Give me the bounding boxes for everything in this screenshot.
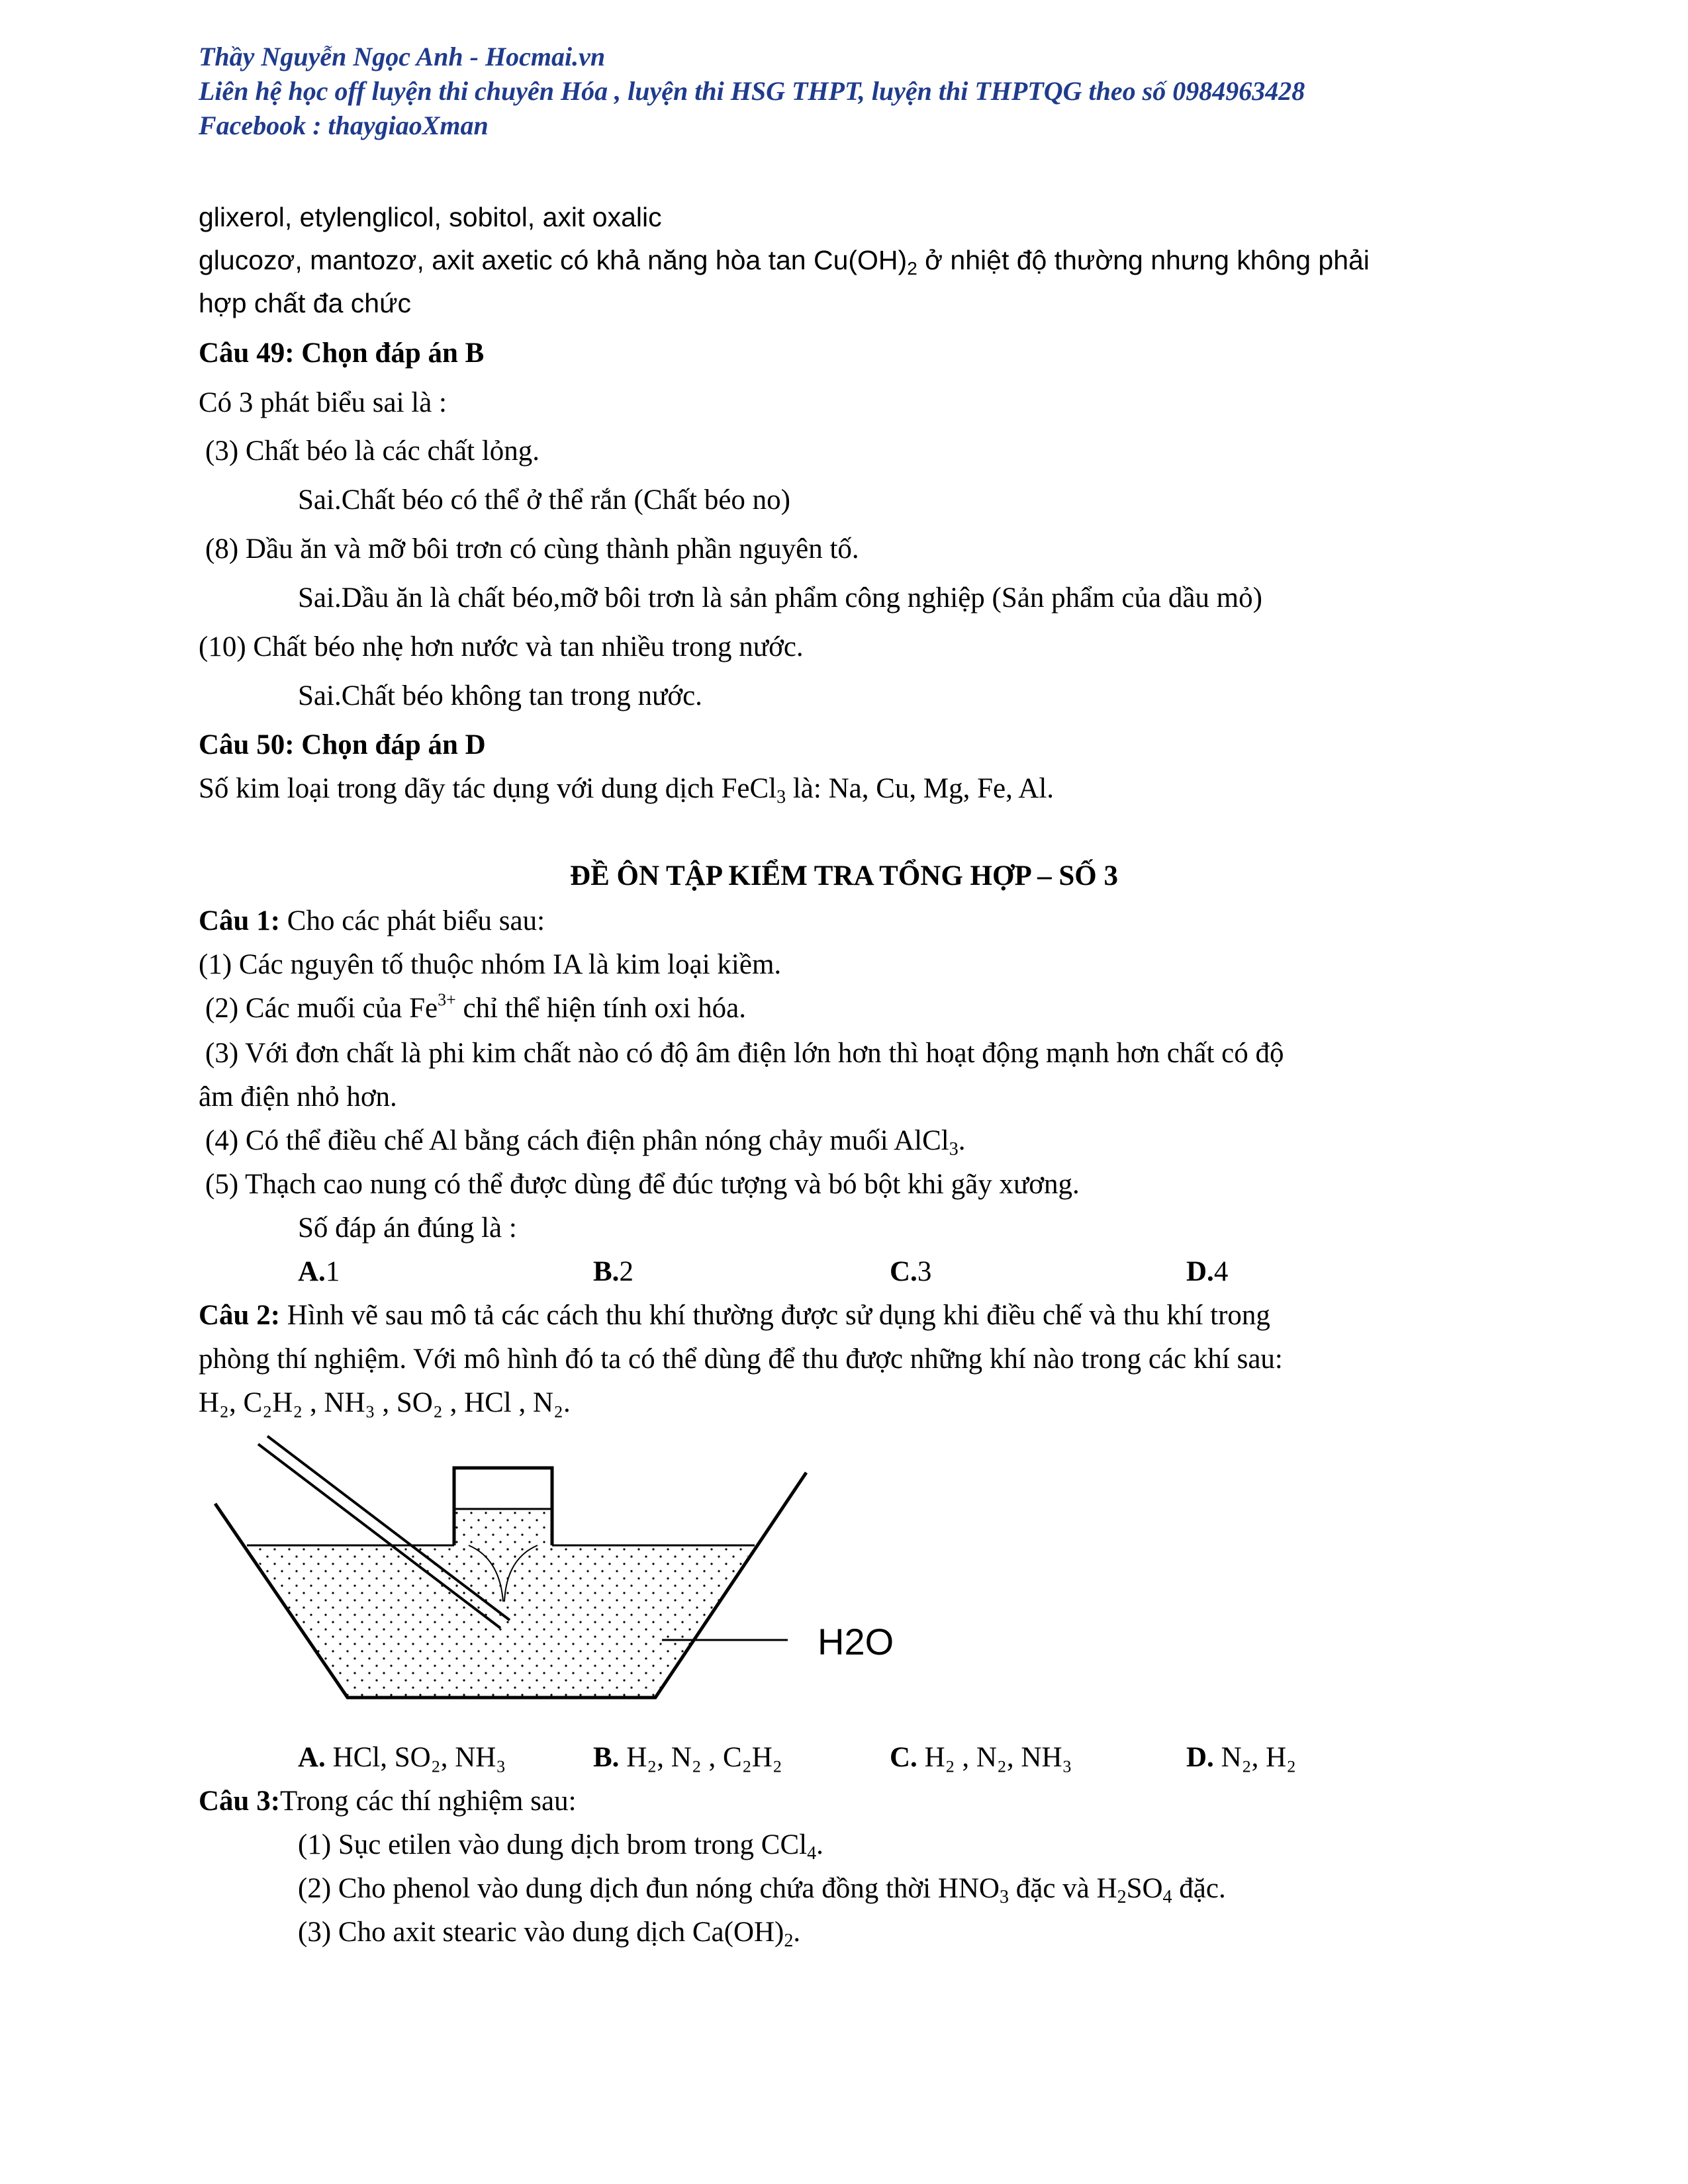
q49-intro: Có 3 phát biểu sai là : bbox=[199, 387, 447, 418]
prev-line-1: glixerol, etylenglicol, sobitol, axit oxalic bbox=[199, 202, 662, 232]
header-facebook: Facebook : thaygiaoXman bbox=[199, 111, 489, 140]
c1-stem: Câu 1: Cho các phát biểu sau: bbox=[199, 905, 545, 936]
c3-experiment-2: (2) Cho phenol vào dung dịch đun nóng chứa đồng thời $HNO_3$ đặc và $H_2SO_4$ đặc. bbox=[298, 1873, 1226, 1907]
exam-title: ĐỀ ÔN TẬP KIỂM TRA TỔNG HỢP – SỐ 3 bbox=[570, 860, 1118, 891]
c1-statement-4: (4) Có thể điều chế Al bằng cách điện phân nóng chảy muối AlCl$_3$. bbox=[205, 1125, 966, 1160]
gas-collection-diagram bbox=[199, 1430, 927, 1734]
c3-stem: Câu 3:Trong các thí nghiệm sau: bbox=[199, 1786, 577, 1817]
prev-line-3: hợp chất đa chức bbox=[199, 288, 412, 318]
c1-statement-1: (1) Các nguyên tố thuộc nhóm IA là kim loại kiềm. bbox=[199, 949, 782, 980]
c2-option-c[interactable]: C. H₂ , N₂, NH₃ bbox=[890, 1742, 1072, 1773]
c3-experiment-1: (1) Sục etilen vào dung dịch brom trong CCl$_4$. bbox=[298, 1829, 823, 1864]
c1-option-a[interactable]: A.1 bbox=[298, 1256, 340, 1287]
c2-option-d[interactable]: D. N₂, H₂ bbox=[1186, 1742, 1297, 1773]
c2-gases: H₂, C₂H₂ , NH₃ , SO₂ , HCl , N₂. bbox=[199, 1387, 571, 1418]
c1-statement-3-cont: âm điện nhỏ hơn. bbox=[199, 1081, 397, 1113]
q49-statement-10: (10) Chất béo nhẹ hơn nước và tan nhiều trong nước. bbox=[199, 631, 804, 662]
q50-text: Số kim loại trong dãy tác dụng với dung dịch FeCl$_3$ là: Na, Cu, Mg, Fe, Al. bbox=[199, 773, 1055, 807]
c2-stem-1: Câu 2: Hình vẽ sau mô tả các cách thu khí thường được sử dụng khi điều chế và thu khí trong bbox=[199, 1300, 1270, 1331]
prev-line-2: glucozơ, mantozơ, axit axetic có khả năng hòa $\tan Cu(OH)_2$ ở nhiệt độ thường nhưng không phải bbox=[199, 245, 1370, 279]
water-label: H2O bbox=[818, 1621, 894, 1662]
q49-answer-10: Sai.Chất béo không tan trong nước. bbox=[298, 680, 702, 711]
c3-experiment-3: (3) Cho axit stearic vào dung dịch $Ca(OH)_2$. bbox=[298, 1917, 801, 1951]
q49-title: Câu 49: Chọn đáp án B bbox=[199, 338, 485, 369]
c1-count-prompt: Số đáp án đúng là : bbox=[298, 1212, 517, 1244]
c2-stem-2: phòng thí nghiệm. Với mô hình đó ta có thể dùng để thu được những khí nào trong các khí sau: bbox=[199, 1343, 1283, 1375]
q49-statement-3: (3) Chất béo là các chất lỏng. bbox=[205, 435, 540, 467]
c2-option-a[interactable]: A. HCl, SO₂, NH₃ bbox=[298, 1742, 506, 1773]
q50-title: Câu 50: Chọn đáp án D bbox=[199, 729, 486, 760]
c1-option-b[interactable]: B.2 bbox=[593, 1256, 633, 1287]
c1-option-c[interactable]: C.3 bbox=[890, 1256, 932, 1287]
c2-option-b[interactable]: B. H₂, N₂ , C₂H₂ bbox=[593, 1742, 782, 1773]
c1-option-d[interactable]: D.4 bbox=[1186, 1256, 1229, 1287]
q49-answer-3: Sai.Chất béo có thể ở thể rắn (Chất béo no) bbox=[298, 484, 790, 516]
q49-statement-8: (8) Dầu ăn và mỡ bôi trơn có cùng thành phần nguyên tố. bbox=[205, 533, 859, 565]
c1-statement-2: (2) Các muối của $Fe^{3+}$ chỉ thể hiện tính oxi hóa. bbox=[205, 990, 747, 1024]
c1-statement-3: (3) Với đơn chất là phi kim chất nào có độ âm điện lớn hơn thì hoạt động mạnh hơn chất có độ bbox=[205, 1038, 1284, 1069]
header-author: Thầy Nguyễn Ngọc Anh - Hocmai.vn bbox=[199, 42, 606, 71]
q49-answer-8: Sai.Dầu ăn là chất béo,mỡ bôi trơn là sản phẩm công nghiệp (Sản phẩm của dầu mỏ) bbox=[298, 582, 1262, 614]
header-contact: Liên hệ học off luyện thi chuyên Hóa , luyện thi HSG THPT, luyện thi THPTQG theo số 0984963428 bbox=[199, 76, 1305, 106]
c1-statement-5: (5) Thạch cao nung có thể được dùng để đúc tượng và bó bột khi gãy xương. bbox=[205, 1169, 1080, 1200]
